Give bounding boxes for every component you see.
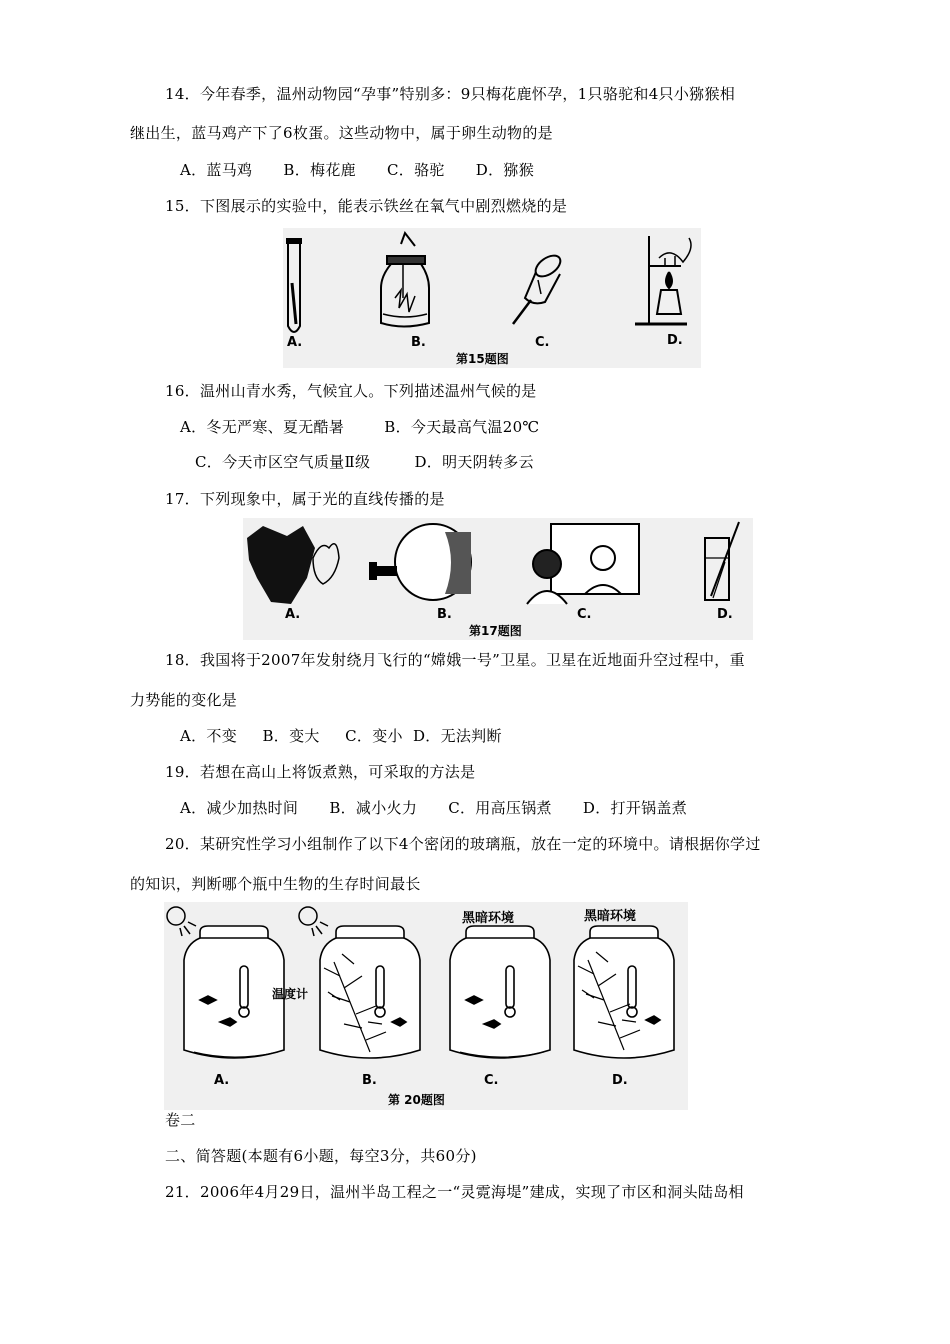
q20-label-b: B. [362,1073,377,1088]
q17-label-c: C. [577,607,592,622]
q18-line-2: 力势能的变化是 [130,691,238,709]
q16-row-1 [180,417,540,437]
q19-option-c: C．用高压锅煮 [448,799,552,817]
q20-label-c: C. [484,1073,499,1088]
q17-figure-background [243,518,753,640]
q14-option-c: C．骆驼 [387,161,445,179]
q17-figure [243,518,753,640]
q20-dark-label-d: 黑暗环境 [584,909,637,924]
q17-label-d: D. [717,607,733,622]
q19-option-d: D．打开锅盖煮 [582,799,688,817]
jar-d [574,926,674,1058]
jar-c [450,926,550,1058]
section-heading: 二、简答题(本题有6小题，每空3分，共60分) [165,1147,477,1165]
jar-a [184,926,284,1058]
q16-option-b: B．今天最高气温20℃ [384,418,540,436]
q17-stem: 17．下列现象中，属于光的直线传播的是 [165,490,445,508]
jar-b [320,926,420,1058]
q15-label-d: D. [667,333,683,348]
q20-line-2: 的知识，判断哪个瓶中生物的生存时间最长 [130,875,421,893]
q14-option-b: B．梅花鹿 [283,161,356,179]
q14-option-d: D．猕猴 [475,161,535,179]
q20-dark-label-c: 黑暗环境 [462,911,515,926]
q18-line-1: 18．我国将于2007年发射绕月飞行的“嫦娥一号”卫星。卫星在近地面升空过程中，重 [165,651,745,669]
q19-option-a: A．减少加热时间 [180,799,299,817]
q16-stem: 16．温州山青水秀，气候宜人。下列描述温州气候的是 [165,382,537,400]
q18-options: A．不变 B．变大 C．变小 D．无法判断 [180,727,502,745]
q15-stem: 15．下图展示的实验中，能表示铁丝在氧气中剧烈燃烧的是 [165,197,568,215]
q16-row-2 [195,452,534,472]
thermometer-label: 温度计 [272,987,309,1001]
q20-line-1: 20．某研究性学习小组制作了以下4个密闭的玻璃瓶，放在一定的环境中。请根据你学过 [165,835,761,853]
q15-figure-background [283,228,701,368]
q20-figure [164,902,688,1110]
q21-line-1: 21．2006年4月29日，温州半岛工程之一“灵霓海堤”建成，实现了市区和洞头陆岛相 [165,1183,744,1201]
q19-option-b: B．减小火力 [329,799,418,817]
q15-caption: 第15题图 [456,352,509,366]
q17-caption: 第17题图 [469,624,522,638]
q15-figure [283,228,701,368]
q17-label-b: B. [437,607,452,622]
q19-stem: 19．若想在高山上将饭煮熟，可采取的方法是 [165,763,476,781]
q15-label-b: B. [411,335,426,350]
q17-label-a: A. [285,607,301,622]
q20-label-d: D. [612,1073,628,1088]
q16-option-a: A．冬无严寒、夏无酷暑 [180,418,345,436]
part-two-title: 卷二 [165,1111,196,1129]
q14-line-1: 14．今年春季，温州动物园“孕事”特别多：9只梅花鹿怀孕，1只骆驼和4只小猕猴相 [165,85,736,103]
q16-option-c: C．今天市区空气质量Ⅱ级 [195,453,371,471]
q14-options [180,160,560,180]
q20-caption: 第 20题图 [388,1093,445,1107]
q15-label-c: C. [535,335,550,350]
q19-options [180,798,713,818]
q20-label-a: A. [214,1073,230,1088]
q14-option-a: A．蓝马鸡 [180,161,253,179]
q15-label-a: A. [287,335,303,350]
q16-option-d: D．明天阴转多云 [414,453,534,471]
q14-line-2: 继出生，蓝马鸡产下了6枚蛋。这些动物中，属于卵生动物的是 [130,124,553,142]
